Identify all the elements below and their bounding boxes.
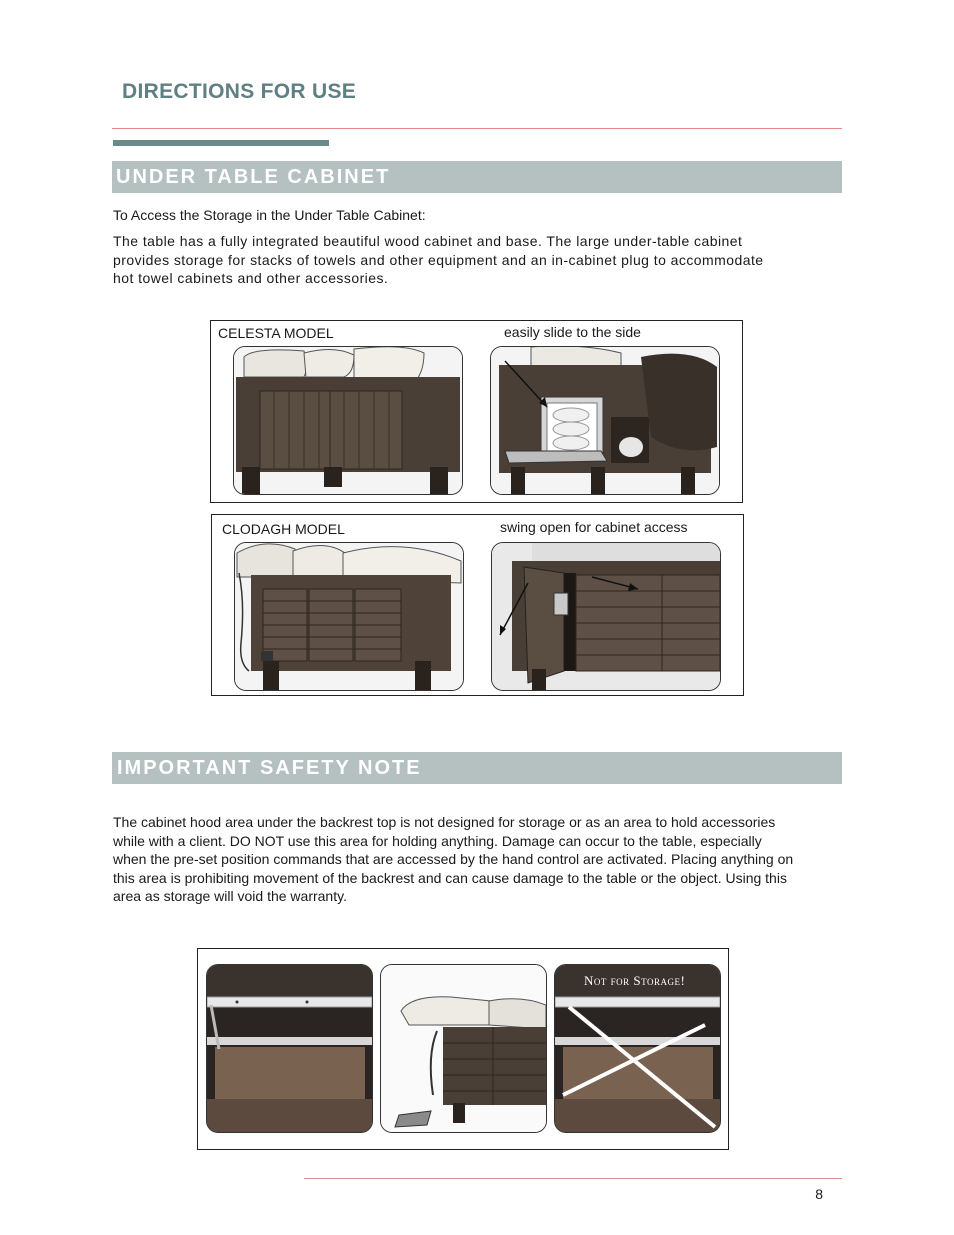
hood-area-photo — [206, 964, 373, 1133]
clodagh-open-photo — [491, 542, 721, 691]
celesta-caption: easily slide to the side — [504, 324, 641, 340]
section-heading-safety: IMPORTANT SAFETY NOTE — [112, 752, 842, 784]
not-for-storage-label: Not for Storage! — [584, 973, 686, 988]
celesta-figure — [210, 320, 743, 503]
storage-figure — [197, 948, 729, 1150]
footer-divider — [304, 1178, 842, 1179]
clodagh-caption: swing open for cabinet access — [500, 519, 688, 535]
paragraph-line: area as storage will void the warranty. — [113, 888, 347, 905]
safety-paragraph — [113, 813, 793, 906]
clodagh-model-label: CLODAGH MODEL — [222, 521, 345, 537]
celesta-open-photo — [490, 346, 720, 495]
paragraph-line: The cabinet hood area under the backrest top is not designed for storage or as an area to hold accessories — [113, 814, 776, 830]
clodagh-closed-photo — [234, 542, 464, 691]
cabinet-paragraph — [113, 232, 764, 288]
paragraph-line: when the pre-set position commands that are accessed by the hand control are activated. Placing anything on — [113, 851, 794, 868]
cabinet-intro-text: To Access the Storage in the Under Table Cabinet: — [113, 207, 426, 223]
paragraph-line: this area is prohibiting movement of the backrest and can cause damage to the table or the object. Using this — [113, 869, 787, 886]
celesta-closed-photo — [233, 346, 463, 495]
page-header-title: DIRECTIONS FOR USE — [122, 80, 357, 103]
paragraph-line: while with a client. DO NOT use this area for holding anything. Damage can occur to the table, especially — [113, 832, 762, 849]
page-number: 8 — [815, 1186, 823, 1202]
celesta-model-label: CELESTA MODEL — [218, 325, 334, 341]
table-overview-photo — [380, 964, 547, 1133]
section-heading-cabinet: UNDER TABLE CABINET — [112, 161, 842, 193]
not-for-storage-photo — [554, 964, 721, 1133]
accent-bar — [113, 140, 329, 146]
clodagh-figure — [211, 514, 744, 696]
header-divider — [112, 128, 842, 129]
paragraph-line: The table has a fully integrated beautiful wood cabinet and base. The large under-table cabinet — [113, 233, 743, 249]
paragraph-line: provides storage for stacks of towels and other equipment and an in-cabinet plug to accommodate — [113, 251, 764, 268]
paragraph-line: hot towel cabinets and other accessories. — [113, 270, 389, 287]
